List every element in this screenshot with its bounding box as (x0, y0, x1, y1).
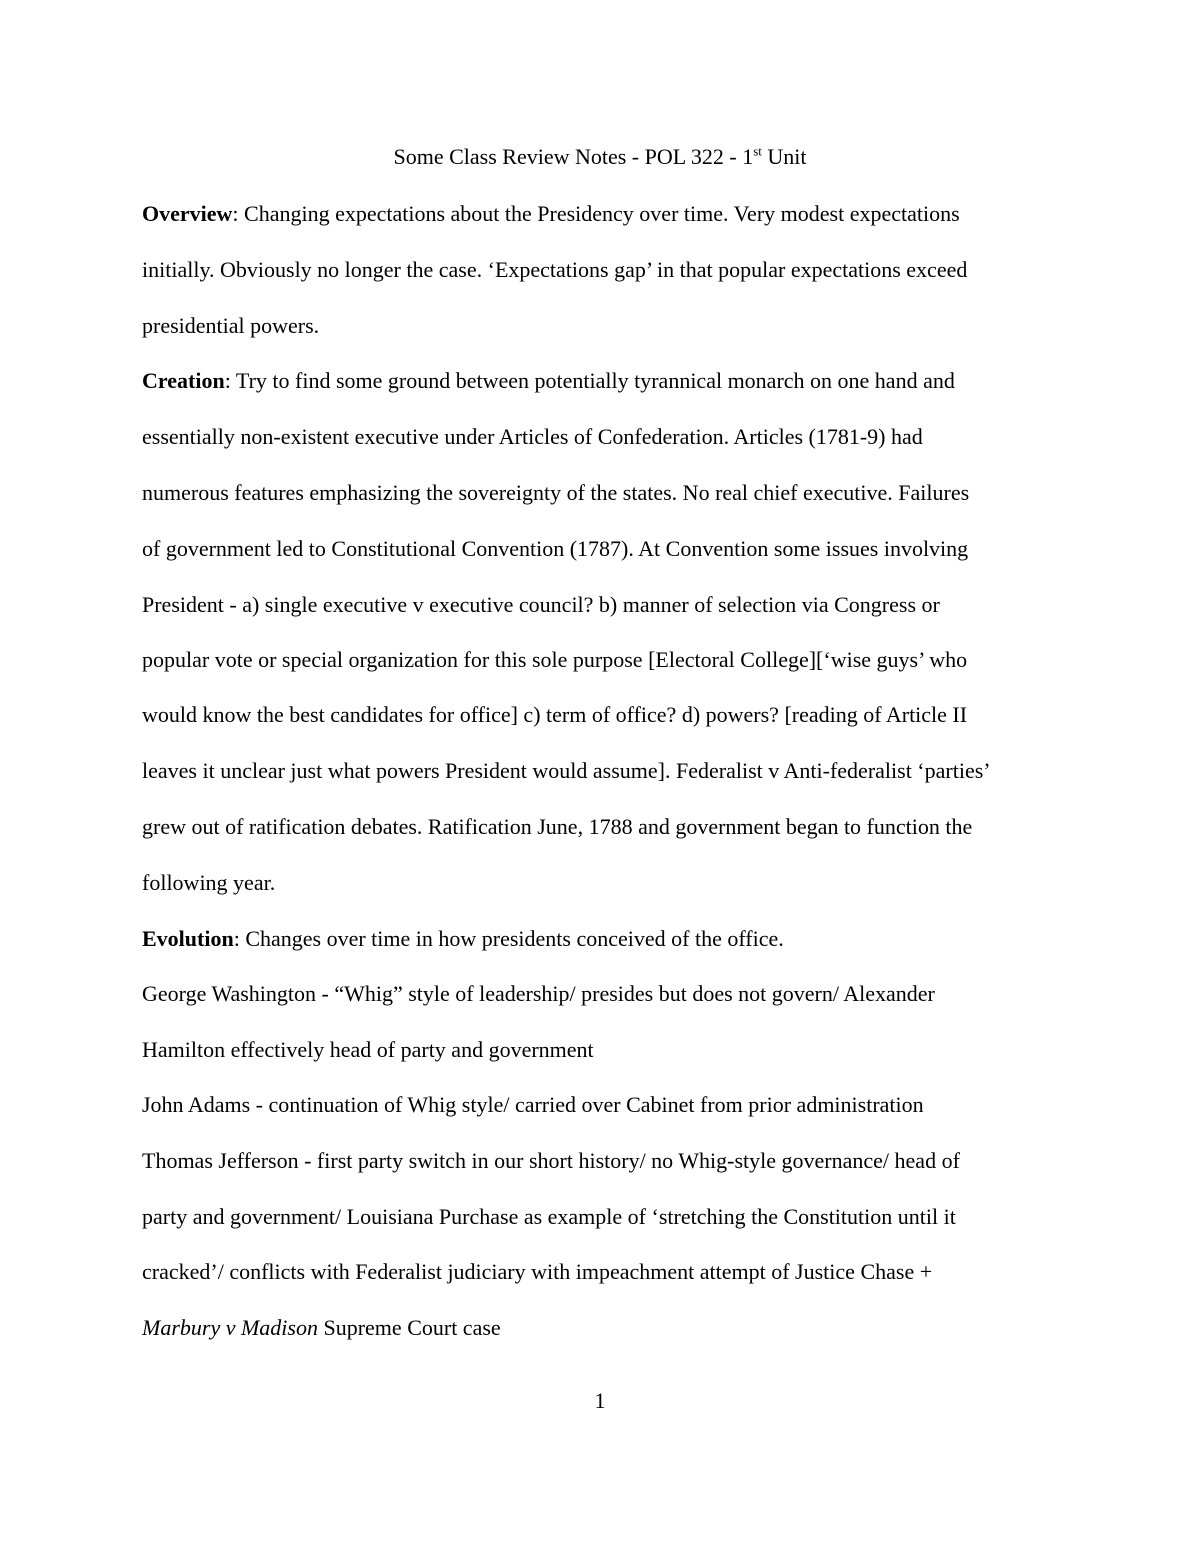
creation-line-6: popular vote or special organization for this sole purpose [Electoral College][‘wise guys’ who (142, 647, 968, 672)
evolution-line-1: George Washington - “Whig” style of leadership/ presides but does not govern/ Alexander (142, 981, 935, 1006)
case-suffix: Supreme Court case (317, 1315, 501, 1340)
evolution-line-2: Hamilton effectively head of party and government (142, 1037, 594, 1062)
evolution-line-7 (142, 1317, 501, 1339)
overview-line-3: presidential powers. (142, 313, 320, 338)
title-main: Some Class Review Notes - POL 322 - 1 (393, 144, 754, 169)
page-title (0, 143, 1200, 169)
evolution-line-4: Thomas Jefferson - first party switch in our short history/ no Whig-style governance/ head of (142, 1148, 960, 1173)
creation-line-2: essentially non-existent executive under Articles of Confederation. Articles (1781-9) had (142, 424, 923, 449)
overview-line-2: initially. Obviously no longer the case. ‘Expectations gap’ in that popular expectations exceed (142, 257, 968, 282)
creation-line-1 (142, 370, 955, 392)
creation-label: Creation (142, 368, 225, 393)
creation-line-10: following year. (142, 870, 276, 895)
title-after: Unit (761, 144, 807, 169)
evolution-line-3: John Adams - continuation of Whig style/ carried over Cabinet from prior administration (142, 1092, 924, 1117)
creation-line-4: of government led to Constitutional Convention (1787). At Convention some issues involving (142, 536, 969, 561)
title-superscript: st (753, 143, 762, 159)
creation-line-8: leaves it unclear just what powers President would assume]. Federalist v Anti-federalist ‘parties’ (142, 758, 991, 783)
evolution-label: Evolution (142, 926, 234, 951)
overview-text-1: : Changing expectations about the Presidency over time. Very modest expectations (232, 201, 960, 226)
evolution-intro-text: : Changes over time in how presidents conceived of the office. (233, 926, 784, 951)
creation-line-5: President - a) single executive v executive council? b) manner of selection via Congress or (142, 592, 940, 617)
evolution-line-intro (142, 928, 784, 950)
case-name: Marbury v Madison (142, 1315, 318, 1340)
creation-line-9: grew out of ratification debates. Ratification June, 1788 and government began to function the (142, 814, 973, 839)
overview-label: Overview (142, 201, 233, 226)
creation-line-7: would know the best candidates for office] c) term of office? d) powers? [reading of Article II (142, 702, 968, 727)
overview-line-1 (142, 203, 960, 225)
page-number: 1 (594, 1388, 606, 1413)
creation-text-1: : Try to find some ground between potentially tyrannical monarch on one hand and (224, 368, 955, 393)
creation-line-3: numerous features emphasizing the sovereignty of the states. No real chief executive. Failures (142, 480, 970, 505)
evolution-line-5: party and government/ Louisiana Purchase as example of ‘stretching the Constitution until it (142, 1204, 956, 1229)
evolution-line-6: cracked’/ conflicts with Federalist judiciary with impeachment attempt of Justice Chase + (142, 1259, 933, 1284)
